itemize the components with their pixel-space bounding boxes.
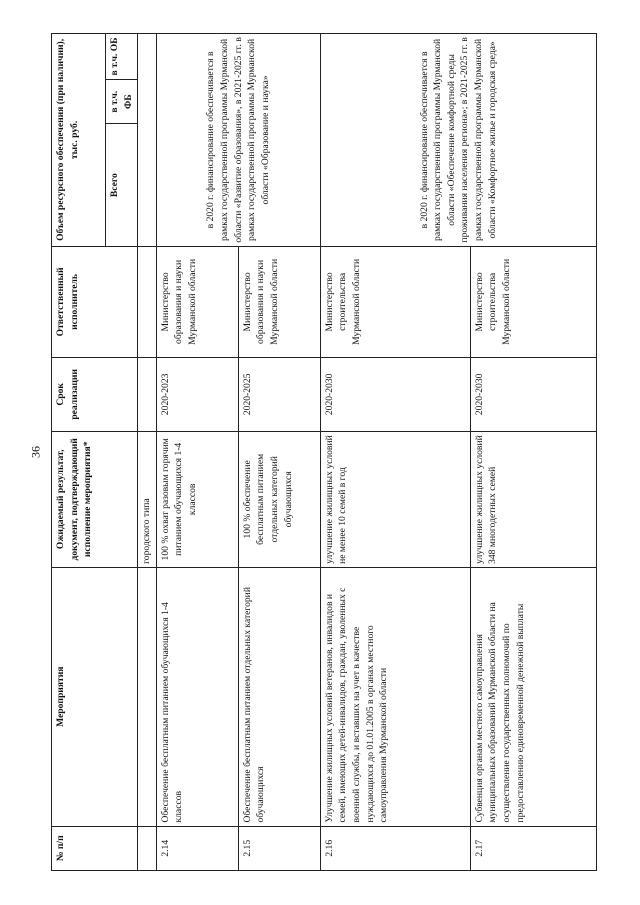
row-num: 2.14 — [156, 826, 238, 870]
row-num — [138, 826, 157, 870]
row-result: 100 % охват разовым горячим питанием обучающихся 1-4 классов — [156, 431, 238, 567]
row-activity: Обеспечение бесплатным питанием отдельных категорий обучающихся — [238, 567, 320, 826]
row-num: 2.16 — [320, 826, 470, 870]
header-result: Ожидаемый результат, документ, подтверждающий исполнение мероприятия* — [52, 431, 138, 567]
header-ob: в т.ч. ОБ — [106, 34, 138, 80]
row-funding: в 2020 г. финансирование обеспечивается в рамках государственной программы Мурманской области «Обеспечение комфортной среды проживания населения региона»; в 2021-2025 гг. в рамках государственной программы Мурманской области «Комфортное жилье и городская среда» — [320, 34, 596, 247]
row-period: 2020-2030 — [320, 358, 470, 432]
row-result: 100 % обеспечение бесплатным питанием отдельных категорий обучающихся — [238, 431, 320, 567]
header-activity: Мероприятия — [52, 567, 138, 826]
row-period: 2020-2023 — [156, 358, 238, 432]
header-resources: Объем ресурсного обеспечения (при наличии), тыс. руб. — [52, 34, 106, 247]
row-activity: Субвенция органам местного самоуправления муниципальных образований Мурманской области на осуществление государственных полномочий по предоставлению единовременной денежной выплаты — [470, 567, 596, 826]
row-executor: Министерство образования и науки Мурманской области — [156, 246, 238, 357]
activities-table — [51, 33, 597, 871]
table-row — [156, 34, 238, 871]
table-row — [138, 34, 157, 871]
row-executor — [138, 246, 157, 357]
row-result: улучшение жилищных условий не менее 10 семей в год — [320, 431, 470, 567]
row-period: 2020-2030 — [470, 358, 596, 432]
header-executor: Ответственный исполнитель — [52, 246, 138, 357]
row-num: 2.17 — [470, 826, 596, 870]
row-result: городского типа — [138, 431, 157, 567]
row-activity: Обеспечение бесплатным питанием обучающихся 1-4 классов — [156, 567, 238, 826]
row-period — [138, 358, 157, 432]
row-activity — [138, 567, 157, 826]
row-activity: Улучшение жилищных условий ветеранов, инвалидов и семей, имеющих детей-инвалидов, граждан, уволенных с военной службы, и вставших на учет в качестве нуждающихся до 01.01.2005 в органах местного самоуправления Мурманской области — [320, 567, 470, 826]
row-executor: Министерство строительства Мурманской области — [320, 246, 470, 357]
header-total: Всего — [106, 124, 138, 246]
row-executor: Министерство образования и науки Мурманской области — [238, 246, 320, 357]
row-result: улучшение жилищных условий 348 многодетных семей — [470, 431, 596, 567]
row-period: 2020-2025 — [238, 358, 320, 432]
row-executor: Министерство строительства Мурманской области — [470, 246, 596, 357]
header-num: № п/п — [52, 826, 138, 870]
header-fb: в т.ч. ФБ — [106, 79, 138, 123]
row-funding: в 2020 г. финансирование обеспечивается в рамках государственной программы Мурманской области «Развитие образования», в 2021-2025 гг. в рамках государственной программы Мурманской области «Образование и наука» — [156, 34, 320, 247]
table-row — [320, 34, 470, 871]
row-num: 2.15 — [238, 826, 320, 870]
row-funding — [138, 34, 157, 247]
rotated-table-page — [51, 33, 589, 871]
header-period: Срок реализации — [52, 358, 138, 432]
page-number: 36 — [28, 446, 43, 458]
